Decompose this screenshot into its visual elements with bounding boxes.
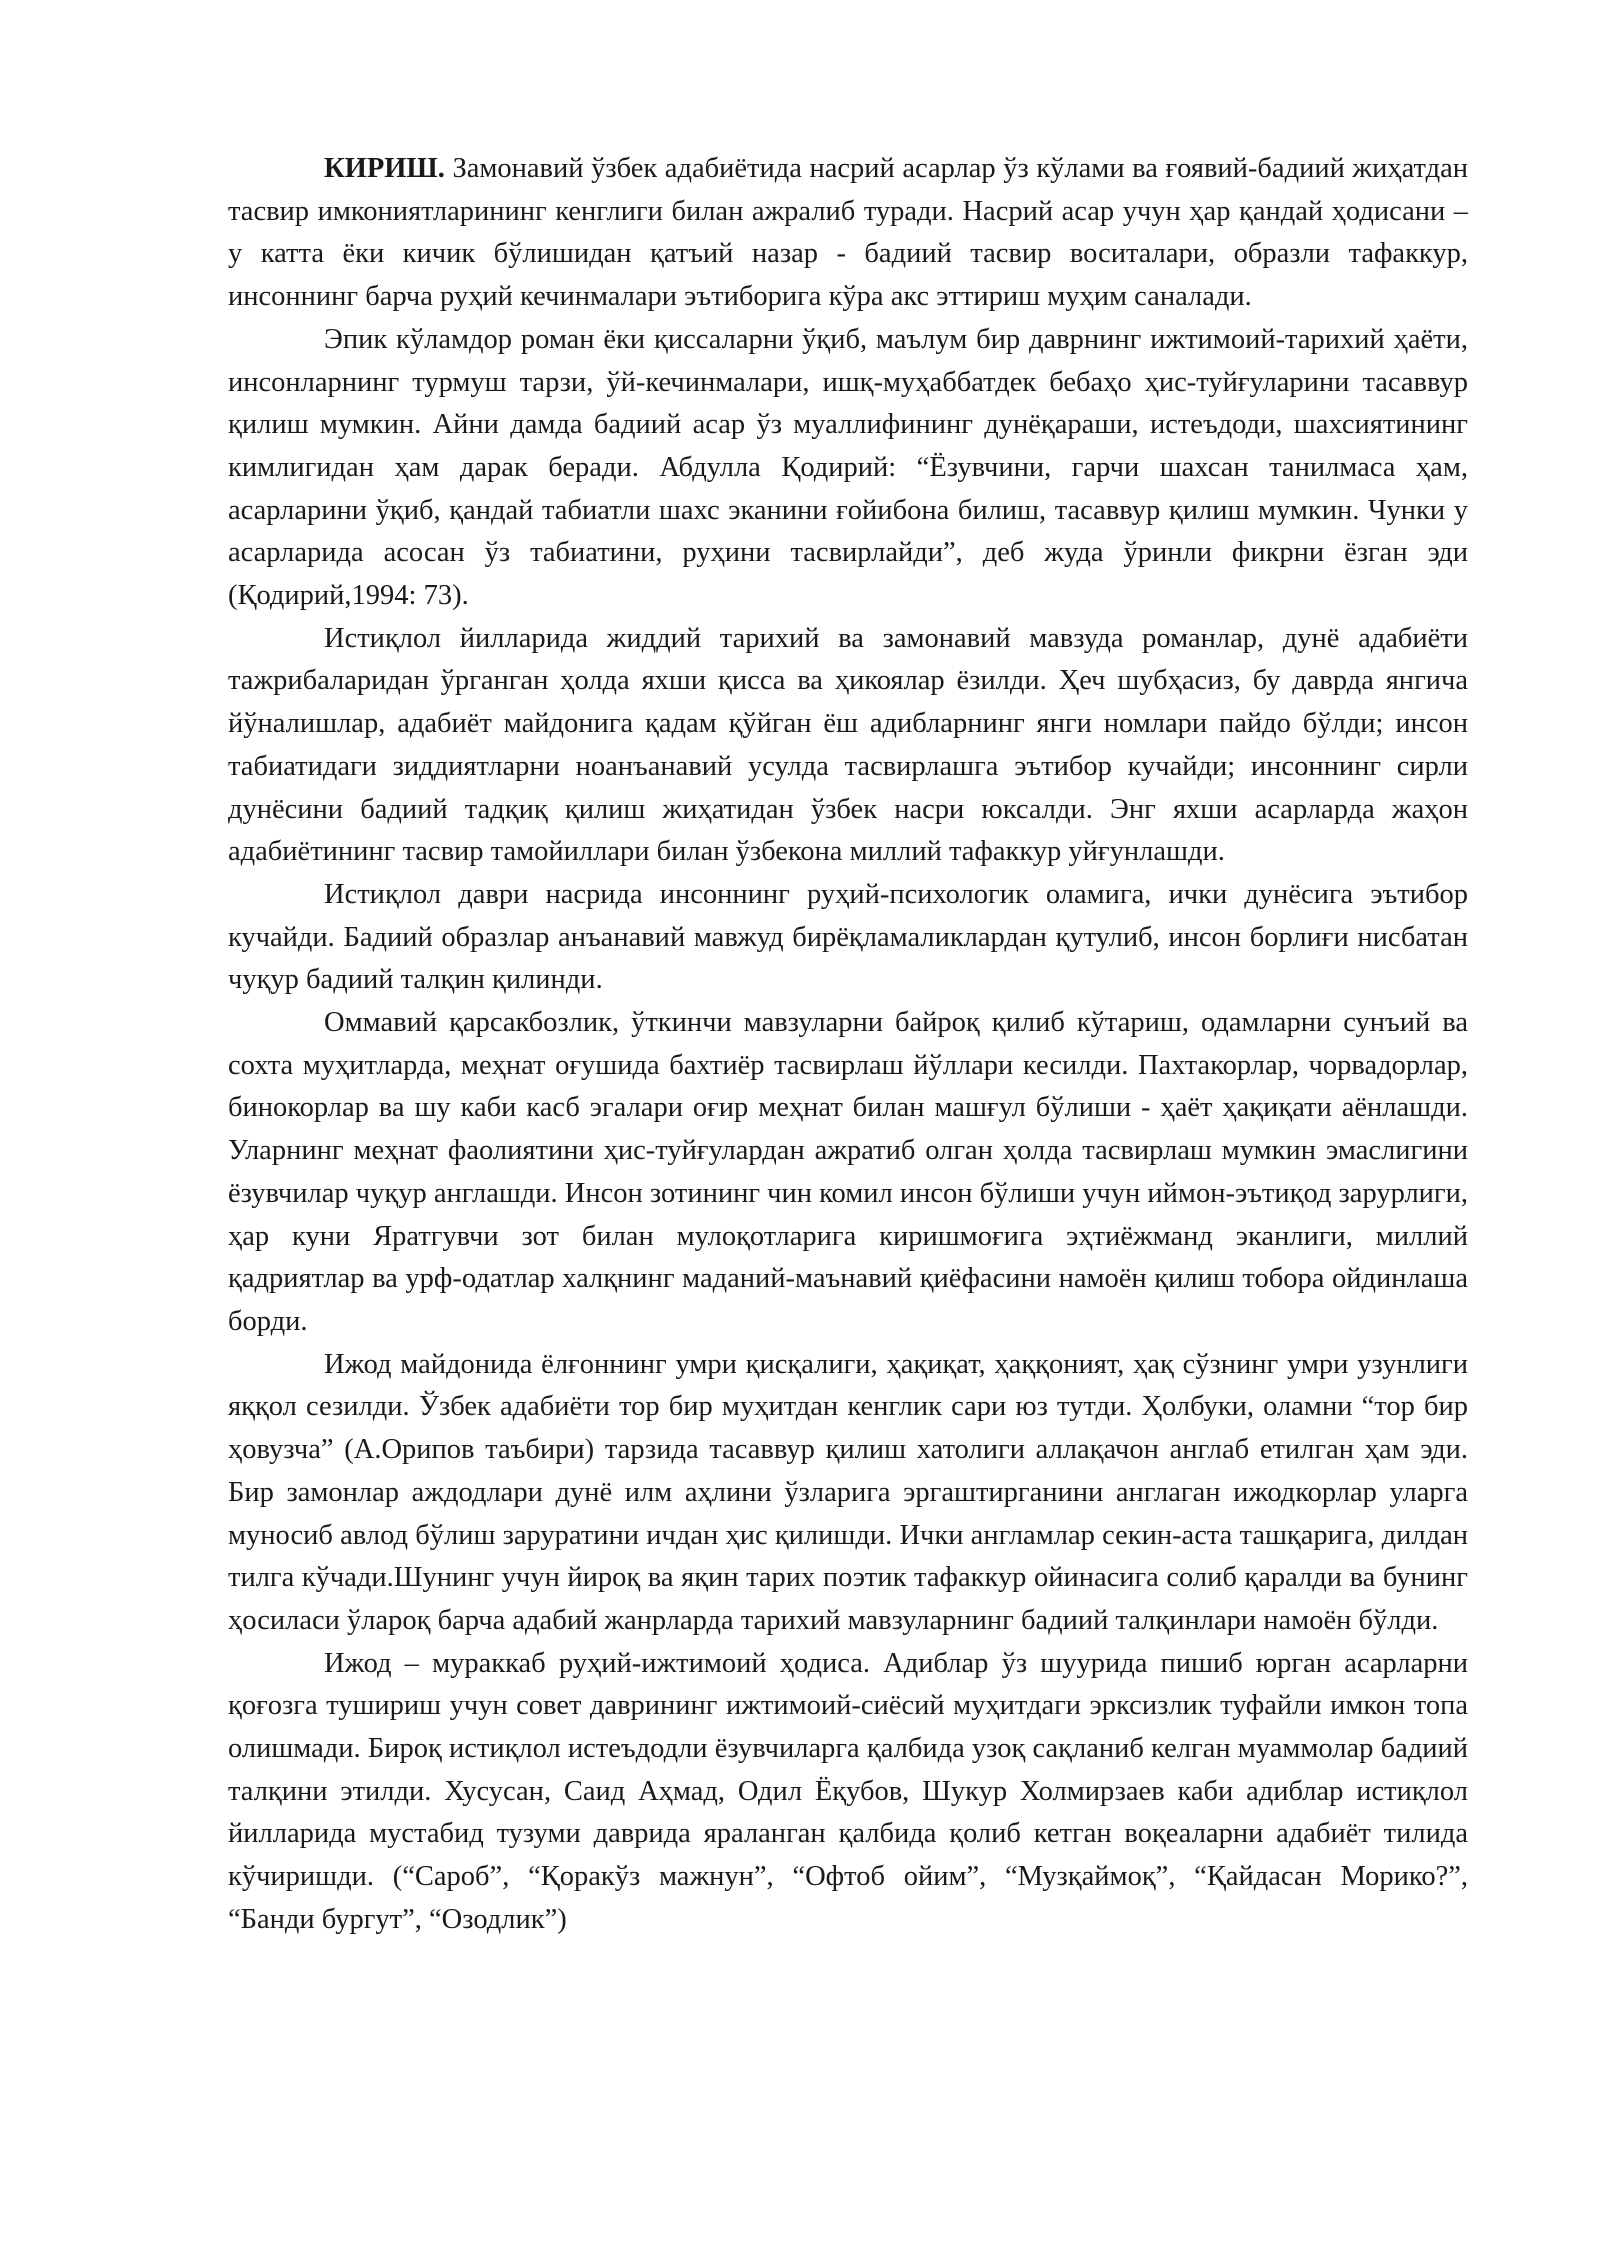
paragraph-intro [228, 148, 1468, 319]
paragraph: Истиқлол даври насрида инсоннинг руҳий-психологик оламига, ички дунёсига эътибор кучайди. Бадиий образлар анъанавий мавжуд бирёқламаликлардан қутулиб, инсон борлиғи нисбатан чуқур бадиий талқин қилинди. [228, 878, 1468, 996]
document-page [228, 148, 1468, 1942]
paragraph: Ижод – мураккаб руҳий-ижтимоий ҳодиса. Адиблар ўз шуурида пишиб юрган асарларни қоғозга тушириш учун совет даврининг ижтимоий-сиёсий муҳитдаги эрксизлик туфайли имкон топа олишмади. Бироқ истиқлол истеъдодли ёзувчиларга қалбида узоқ сақланиб келган муаммолар бадиий талқини этилди. Хусусан, Саид Аҳмад, Одил Ёқубов, Шукур Холмирзаев каби адиблар истиқлол йилларида мустабид тузуми даврида яраланган қалбида қолиб кетган воқеаларни адабиёт тилида кўчиришди. (“Сароб”, “Қоракўз мажнун”, “Офтоб ойим”, “Музқаймоқ”, “Қайдасан Морико?”, “Банди бургут”, “Озодлик”) [228, 1647, 1468, 1935]
paragraph: Оммавий қарсакбозлик, ўткинчи мавзуларни байроқ қилиб кўтариш, одамларни сунъий ва сохта муҳитларда, меҳнат оғушида бахтиёр тасвирлаш йўллари кесилди. Пахтакорлар, чорвадорлар, бинокорлар ва шу каби касб эгалари оғир меҳнат билан машғул бўлиши - ҳаёт ҳақиқати аёнлашди. Уларнинг меҳнат фаолиятини ҳис-туйғулардан ажратиб олган ҳолда тасвирлаш мумкин эмаслигини ёзувчилар чуқур англашди. Инсон зотининг чин комил инсон бўлиши учун иймон-эътиқод зарурлиги, ҳар куни Яратгувчи зот билан мулоқотларига киришмоғига эҳтиёжманд эканлиги, миллий қадриятлар ва урф-одатлар халқнинг маданий-маънавий қиёфасини намоён қилиш тобора ойдинлаша борди. [228, 1007, 1468, 1337]
paragraph: Ижод майдонида ёлғоннинг умри қисқалиги, ҳақиқат, ҳаққоният, ҳақ сўзнинг умри узунлиги яққол сезилди. Ўзбек адабиёти тор бир муҳитдан кенглик сари юз тутди. Ҳолбуки, оламни “тор бир ҳовузча” (А.Орипов таъбири) тарзида тасаввур қилиш хатолиги аллақачон англаб етилган ҳам эди. Бир замонлар аждодлари дунё илм аҳлини ўзларига эргаштирганини англаган ижодкорлар уларга муносиб авлод бўлиш заруратини ичдан ҳис қилишди. Ички англамлар секин-аста ташқарига, дилдан тилга кўчади.Шунинг учун йироқ ва яқин тарих поэтик тафаккур ойинасига солиб қаралди ва бунинг ҳосиласи ўлароқ барча адабий жанрларда тарихий мавзуларнинг бадиий талқинлари намоён бўлди. [228, 1348, 1468, 1636]
paragraph-text: Замонавий ўзбек адабиётида насрий асарлар ўз кўлами ва ғоявий-бадиий жиҳатдан тасвир имкониятларининг кенглиги билан ажралиб туради. Насрий асар учун ҳар қандай ҳодисани – у катта ёки кичик бўлишидан қатъий назар - бадиий тасвир воситалари, образли тафаккур, инсоннинг барча руҳий кечинмалари эътиборига кўра акс эттириш муҳим саналади. [228, 153, 1469, 313]
paragraph: Истиқлол йилларида жиддий тарихий ва замонавий мавзуда романлар, дунё адабиёти тажрибаларидан ўрганган ҳолда яхши қисса ва ҳикоялар ёзилди. Ҳеч шубҳасиз, бу даврда янгича йўналишлар, адабиёт майдонига қадам қўйган ёш адибларнинг янги номлари пайдо бўлди; инсон табиатидаги зиддиятларни ноанъанавий усулда тасвирлашга эътибор кучайди; инсоннинг сирли дунёсини бадиий тадқиқ қилиш жиҳатидан ўзбек насри юксалди. Энг яхши асарларда жаҳон адабиётининг тасвир тамойиллари билан ўзбекона миллий тафаккур уйғунлашди. [228, 622, 1468, 868]
intro-heading: КИРИШ. [324, 153, 445, 184]
paragraph: Эпик кўламдор роман ёки қиссаларни ўқиб, маълум бир даврнинг ижтимоий-тарихий ҳаёти, инсонларнинг турмуш тарзи, ўй-кечинмалари, ишқ-муҳаббатдек бебаҳо ҳис-туйғуларини тасаввур қилиш мумкин. Айни дамда бадиий асар ўз муаллифининг дунёқараши, истеъдоди, шахсиятининг кимлигидан ҳам дарак беради. Абдулла Қодирий: “Ёзувчини, гарчи шахсан танилмаса ҳам, асарларини ўқиб, қандай табиатли шахс эканини ғойибона билиш, тасаввур қилиш мумкин. Чунки у асарларида асосан ўз табиатини, руҳини тасвирлайди”, деб жуда ўринли фикрни ёзган эди (Қодирий,1994: 73). [228, 323, 1468, 612]
